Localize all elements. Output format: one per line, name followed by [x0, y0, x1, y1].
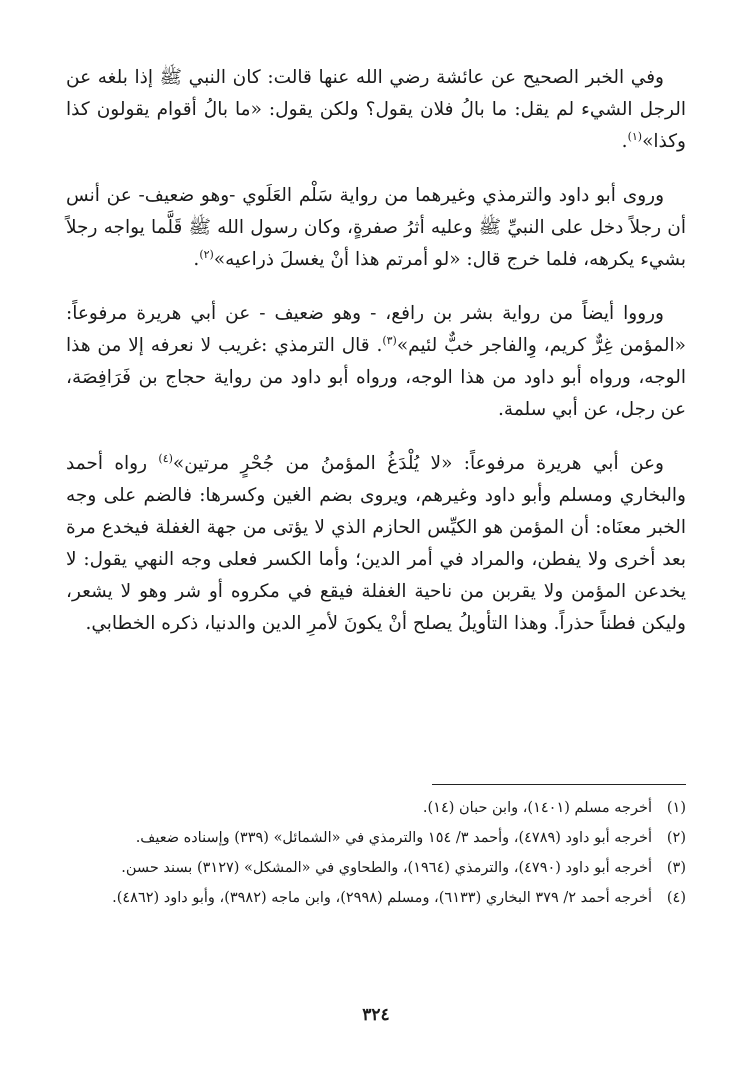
footnote-1 — [66, 796, 686, 820]
main-text — [66, 62, 686, 662]
footnote-divider — [432, 784, 686, 785]
footnote-number: (٤) — [666, 890, 686, 906]
footnote-text: أخرجه أبو داود (٤٧٩٠)، والترمذي (١٩٦٤)، والطحاوي في «المشكل» (٣١٢٧) بسند حسن. — [121, 860, 652, 876]
paragraph-text: وفي الخبر الصحيح عن عائشة رضي الله عنها قالت: كان النبي ﷺ إذا بلغه عن الرجل الشيء لم يقل: ما بالُ فلان يقول؟ ولكن يقول: «ما بالُ أقوام يقولون كذا وكذا» — [66, 67, 686, 152]
paragraph-1 — [66, 62, 686, 158]
paragraph-tail: . — [621, 131, 628, 152]
paragraph-3 — [66, 298, 686, 426]
footnote-4 — [66, 886, 686, 910]
footnote-ref: (٢) — [199, 247, 214, 261]
footnote-2 — [66, 826, 686, 850]
footnotes — [66, 796, 686, 916]
footnote-ref: (١) — [627, 129, 643, 143]
footnote-3 — [66, 856, 686, 880]
paragraph-2 — [66, 180, 686, 276]
paragraph-tail: رواه أحمد والبخاري ومسلم وأبو داود وغيرهم، ويروى بضم الغين وكسرها: فالضم على وجه الخبر معنَاه: أن المؤمن هو الكيِّس الحازم الذي لا يؤتى من جهة الغفلة فيخدع مرة بعد أخرى ولا يفطن، والمراد في أمر الدين؛ وأما الكسر فعلى وجه النهي يقول: لا يخدعن المؤمن ولا يقربن من ناحية الغفلة فيقع في مكروه أو شر وهو لا يشعر، وليكن فطناً حذراً. وهذا التأويلُ يصلح أنْ يكونَ لأمرِ الدين والدنيا، ذكره الخطابي. — [66, 453, 686, 634]
paragraph-text: ورووا أيضاً من رواية بشر بن رافع، - وهو ضعيف - عن أبي هريرة مرفوعاً: «المؤمن غِرٌّ كريم، وِالفاجر خبٌّ لئيم» — [66, 303, 686, 356]
paragraph-tail: . قال الترمذي :غريب لا نعرفه إلا من هذا الوجه، ورواه أبو داود من هذا الوجه، ورواه أبو داود من رواية حجاج بن فَرَافِصَة، عن رجل، عن أبي سلمة. — [66, 335, 686, 420]
footnote-number: (١) — [666, 800, 686, 816]
footnote-text: أخرجه أحمد ٢/ ٣٧٩ البخاري (٦١٣٣)، ومسلم (٢٩٩٨)، وابن ماجه (٣٩٨٢)، وأبو داود (٤٨٦٢). — [112, 890, 652, 906]
footnote-ref: (٣) — [382, 333, 397, 347]
paragraph-text: وروى أبو داود والترمذي وغيرهما من رواية سَلْم العَلَوي -وهو ضعيف- عن أنس أن رجلاً دخل على النبيِّ ﷺ وعليه أثرُ صفرةٍ، وكان رسول الله ﷺ قَلَّما يواجه رجلاً بشيء يكرهه، فلما خرج قال: «لو أمرتم هذا أنْ يغسلَ ذراعيه» — [66, 185, 686, 270]
footnote-text: أخرجه أبو داود (٤٧٨٩)، وأحمد ٣/ ١٥٤ والترمذي في «الشمائل» (٣٣٩) وإسناده ضعيف. — [135, 830, 652, 846]
footnote-ref: (٤) — [158, 451, 173, 465]
paragraph-tail: . — [193, 249, 200, 270]
footnote-text: أخرجه مسلم (١٤٠١)، وابن حبان (١٤). — [422, 800, 652, 816]
paragraph-text: وعن أبي هريرة مرفوعاً: «لا يُلْدَغُ المؤمنُ من جُحْرٍ مرتين» — [172, 453, 664, 474]
footnote-number: (٢) — [666, 830, 686, 846]
footnote-number: (٣) — [666, 860, 686, 876]
paragraph-4 — [66, 448, 686, 640]
page-number: ٣٢٤ — [362, 1005, 390, 1025]
